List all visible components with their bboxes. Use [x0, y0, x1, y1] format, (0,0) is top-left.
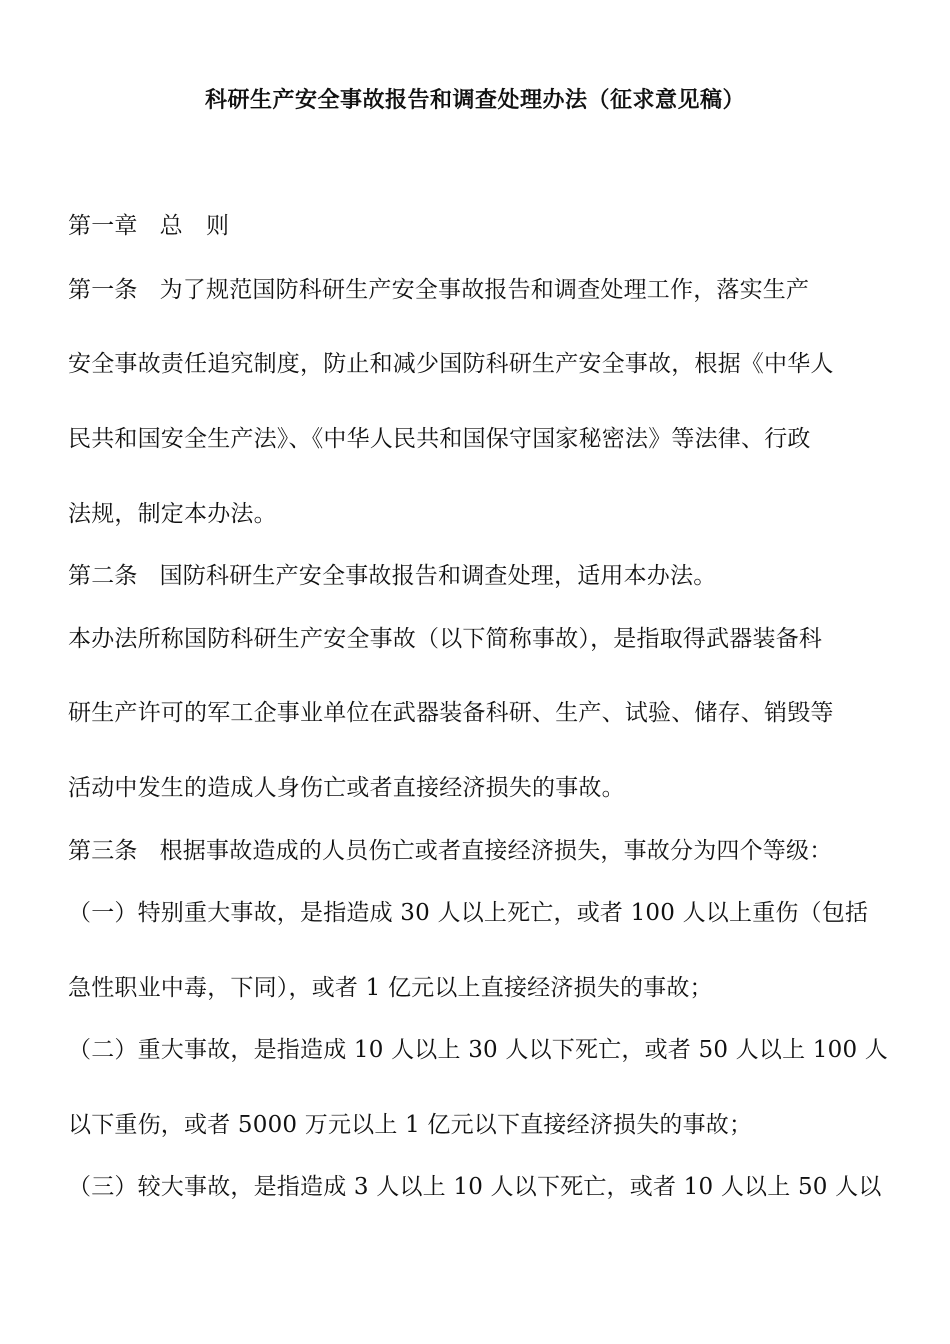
- item-2-line-2: 以下重伤，或者 5000 万元以上 1 亿元以下直接经济损失的事故；: [68, 1112, 753, 1138]
- article-3-label: 第三条: [68, 838, 138, 864]
- article-1-text: 为了规范国防科研生产安全事故报告和调查处理工作，落实生产: [159, 277, 810, 303]
- document-title: 科研生产安全事故报告和调查处理办法（征求意见稿）: [204, 87, 745, 113]
- article-3-text: 根据事故造成的人员伤亡或者直接经济损失，事故分为四个等级：: [159, 838, 833, 864]
- article-2-label: 第二条: [68, 563, 138, 589]
- chapter-number: 第一章: [68, 213, 138, 239]
- article-3-line-1: [68, 833, 888, 869]
- article-2-para-2-line-1: 本办法所称国防科研生产安全事故（以下简称事故），是指取得武器装备科: [68, 626, 823, 652]
- article-1-label: 第一条: [68, 277, 138, 303]
- article-1-line-2: 安全事故责任追究制度，防止和减少国防科研生产安全事故，根据《中华人: [68, 351, 834, 377]
- article-2-para-2-line-3: 活动中发生的造成人身伤亡或者直接经济损失的事故。: [68, 775, 625, 801]
- chapter-heading: [68, 208, 888, 244]
- article-2-para-2-line-2: 研生产许可的军工企事业单位在武器装备科研、生产、试验、储存、销毁等: [68, 700, 834, 726]
- item-2-line-1: （二）重大事故，是指造成 10 人以上 30 人以下死亡，或者 50 人以上 100 人: [68, 1037, 888, 1063]
- article-2-text: 国防科研生产安全事故报告和调查处理，适用本办法。: [159, 563, 717, 589]
- article-1-line-1: [68, 272, 888, 308]
- article-1-line-4: 法规，制定本办法。: [68, 501, 277, 527]
- chapter-name: 总 则: [159, 213, 230, 239]
- article-1-line-3: 民共和国安全生产法》、《中华人民共和国保守国家秘密法》等法律、行政: [68, 426, 811, 452]
- item-1-line-2: 急性职业中毒，下同），或者 1 亿元以上直接经济损失的事故；: [68, 975, 713, 1001]
- item-3-line-1: （三）较大事故，是指造成 3 人以上 10 人以下死亡，或者 10 人以上 50 人以: [68, 1174, 882, 1200]
- article-2-line-1: [68, 558, 888, 594]
- item-1-line-1: （一）特别重大事故，是指造成 30 人以上死亡，或者 100 人以上重伤（包括: [68, 900, 869, 926]
